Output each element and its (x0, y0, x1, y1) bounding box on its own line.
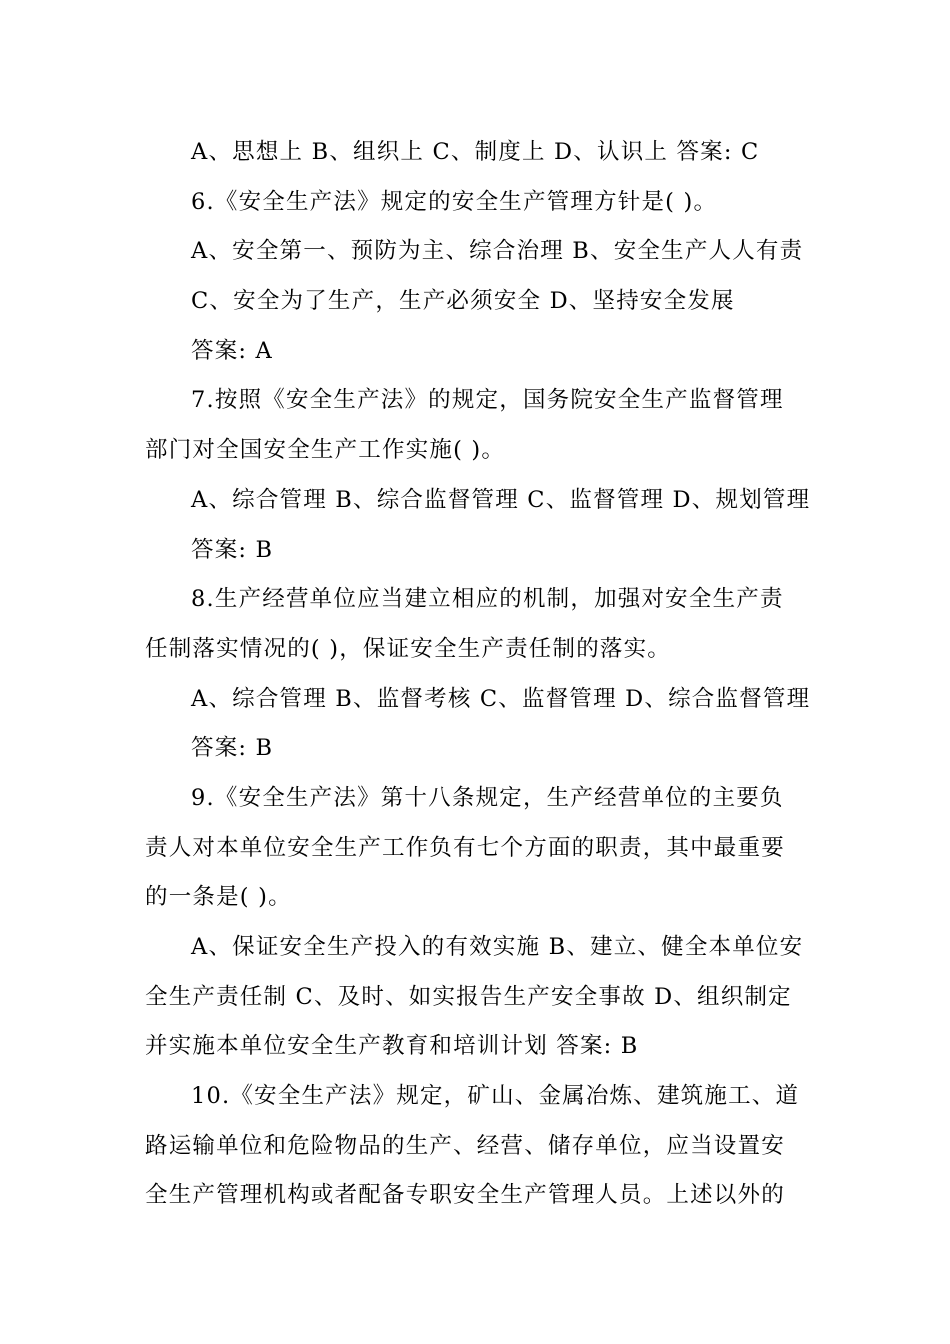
document-body (145, 128, 815, 1221)
option-line-q9-b: 全生产责任制 C、及时、如实报告生产安全事故 D、组织制定 (145, 983, 792, 1010)
question-10-continued: 路运输单位和危险物品的生产、经营、储存单位，应当设置安 (145, 1132, 785, 1159)
option-line-q5: A、思想上 B、组织上 C、制度上 D、认识上 答案: C (191, 139, 760, 165)
option-line-q7: A、综合管理 B、综合监督管理 C、监督管理 D、规划管理 (191, 486, 811, 513)
option-line-q9-d-answer: 并实施本单位安全生产教育和培训计划 答案: B (145, 1033, 639, 1060)
question-6: 6.《安全生产法》规定的安全生产管理方针是( )。 (191, 188, 718, 215)
question-8-continued: 任制落实情况的( )，保证安全生产责任制的落实。 (145, 635, 672, 662)
question-9: 9.《安全生产法》第十八条规定，生产经营单位的主要负 (191, 784, 784, 811)
question-7: 7.按照《安全生产法》的规定，国务院安全生产监督管理 (191, 387, 784, 414)
option-line-q6-c: C、安全为了生产，生产必须安全 D、坚持安全发展 (191, 288, 735, 315)
question-10-continued-2: 全生产管理机构或者配备专职安全生产管理人员。上述以外的 (145, 1182, 785, 1209)
option-line-q6-a: A、安全第一、预防为主、综合治理 B、安全生产人人有责 (191, 238, 804, 265)
question-7-continued: 部门对全国安全生产工作实施( )。 (145, 437, 506, 464)
answer-q6: 答案: A (191, 337, 273, 364)
answer-q8: 答案: B (191, 735, 274, 762)
option-line-q8: A、综合管理 B、监督考核 C、监督管理 D、综合监督管理 (191, 685, 811, 712)
question-10: 10.《安全生产法》规定，矿山、金属冶炼、建筑施工、道 (191, 1083, 800, 1110)
question-8: 8.生产经营单位应当建立相应的机制，加强对安全生产责 (191, 586, 784, 613)
answer-q7: 答案: B (191, 536, 274, 563)
option-line-q9-a: A、保证安全生产投入的有效实施 B、建立、健全本单位安 (191, 934, 804, 960)
question-9-end: 的一条是( )。 (145, 884, 292, 911)
question-9-continued: 责人对本单位安全生产工作负有七个方面的职责，其中最重要 (145, 834, 785, 861)
